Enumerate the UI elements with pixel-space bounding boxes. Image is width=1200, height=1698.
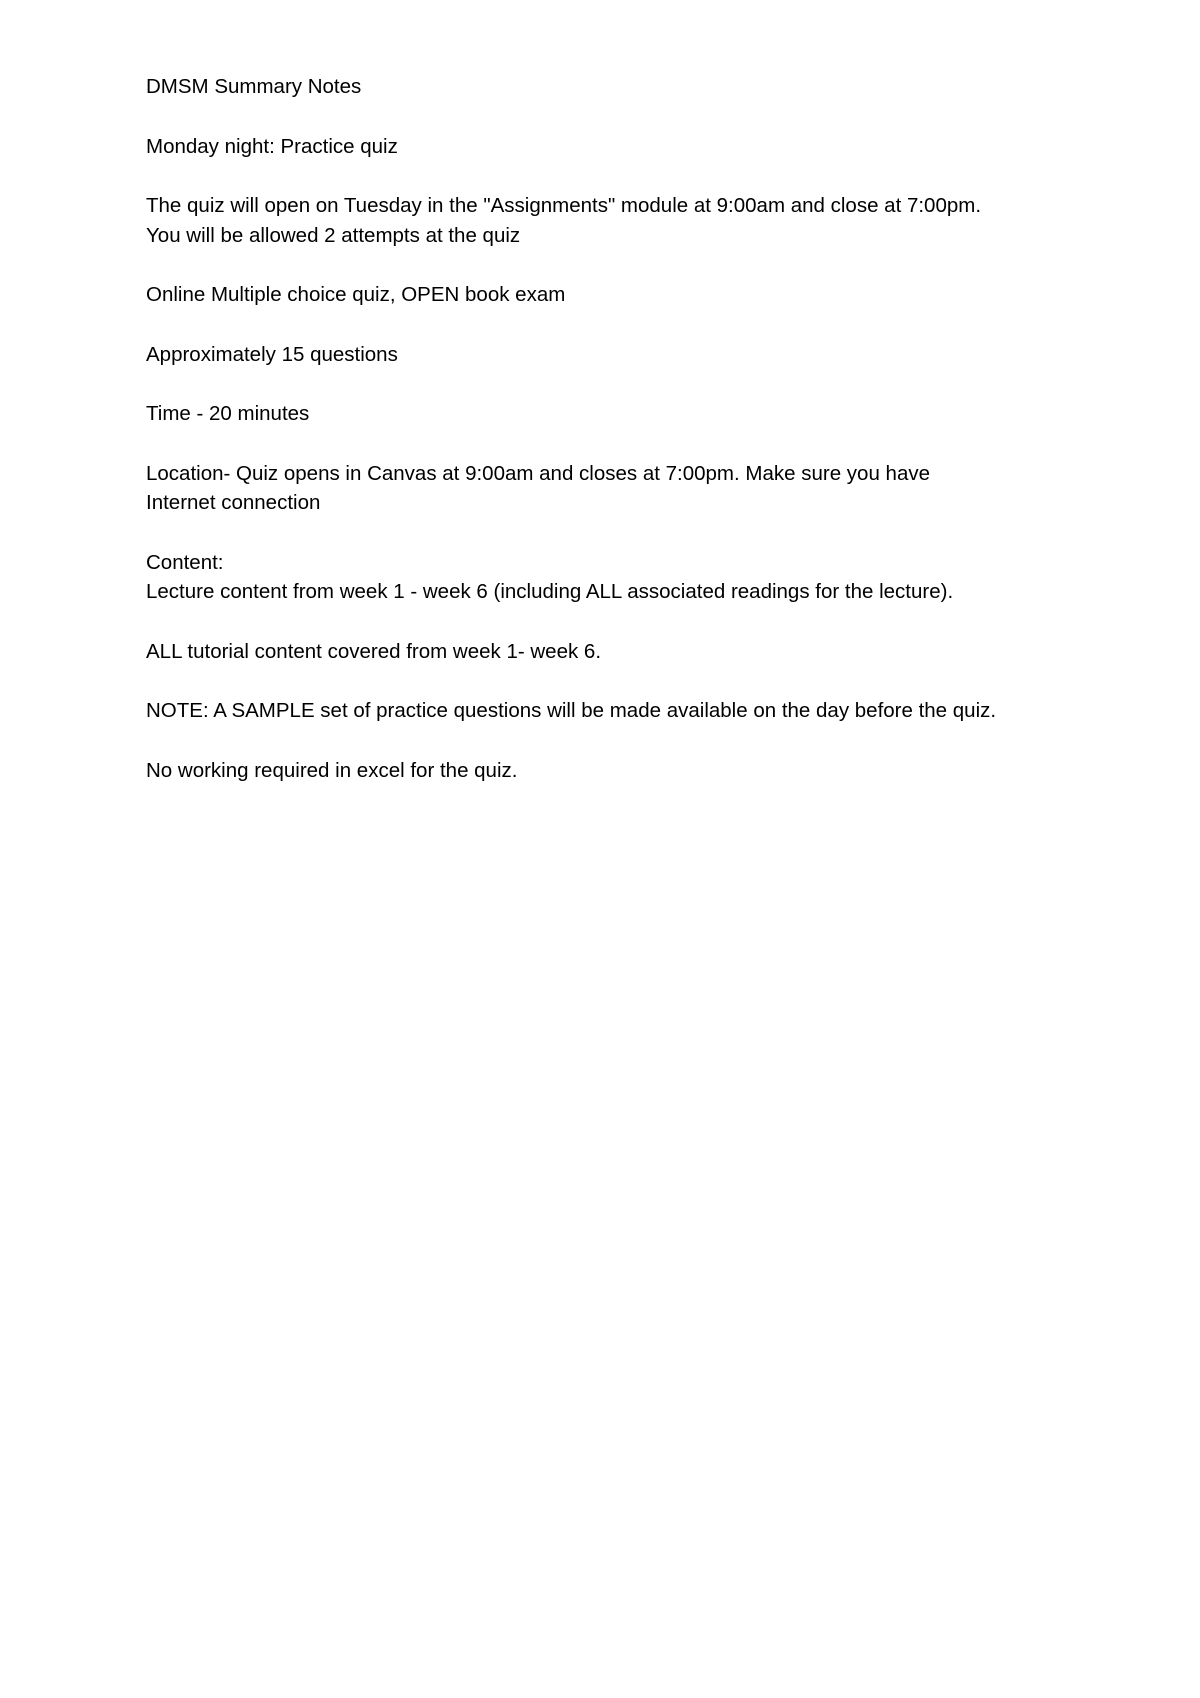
text-line: The quiz will open on Tuesday in the "Assignments" module at 9:00am and close at 7:00pm. xyxy=(146,194,982,217)
text-line: Time - 20 minutes xyxy=(146,402,310,425)
text-line: Online Multiple choice quiz, OPEN book exam xyxy=(146,283,566,306)
paragraph-note xyxy=(146,696,1146,726)
paragraph-practice-quiz xyxy=(146,132,1146,162)
paragraph-tutorial-content xyxy=(146,637,1146,667)
text-line: Content: xyxy=(146,550,224,574)
document-title xyxy=(146,72,1146,102)
text-line: You will be allowed 2 attempts at the quiz xyxy=(146,223,521,247)
text-line: Internet connection xyxy=(146,491,321,514)
text-line: Location- Quiz opens in Canvas at 9:00am and closes at 7:00pm. Make sure you have xyxy=(146,461,931,485)
title-line: DMSM Summary Notes xyxy=(146,75,362,98)
paragraph-content xyxy=(146,548,1146,607)
paragraph-quiz-schedule xyxy=(146,191,1146,250)
paragraph-location xyxy=(146,459,1146,518)
paragraph-excel xyxy=(146,756,1146,786)
text-line: NOTE: A SAMPLE set of practice questions will be made available on the day before the quiz. xyxy=(146,699,997,722)
paragraph-quiz-format xyxy=(146,280,1146,310)
document-body xyxy=(146,72,1146,815)
text-line: Monday night: Practice quiz xyxy=(146,134,398,158)
text-line: Lecture content from week 1 - week 6 (including ALL associated readings for the lecture). xyxy=(146,580,954,603)
text-line: ALL tutorial content covered from week 1- week 6. xyxy=(146,639,602,663)
text-line: No working required in excel for the quiz. xyxy=(146,758,518,782)
paragraph-question-count xyxy=(146,340,1146,370)
text-line: Approximately 15 questions xyxy=(146,342,398,366)
paragraph-time xyxy=(146,399,1146,429)
